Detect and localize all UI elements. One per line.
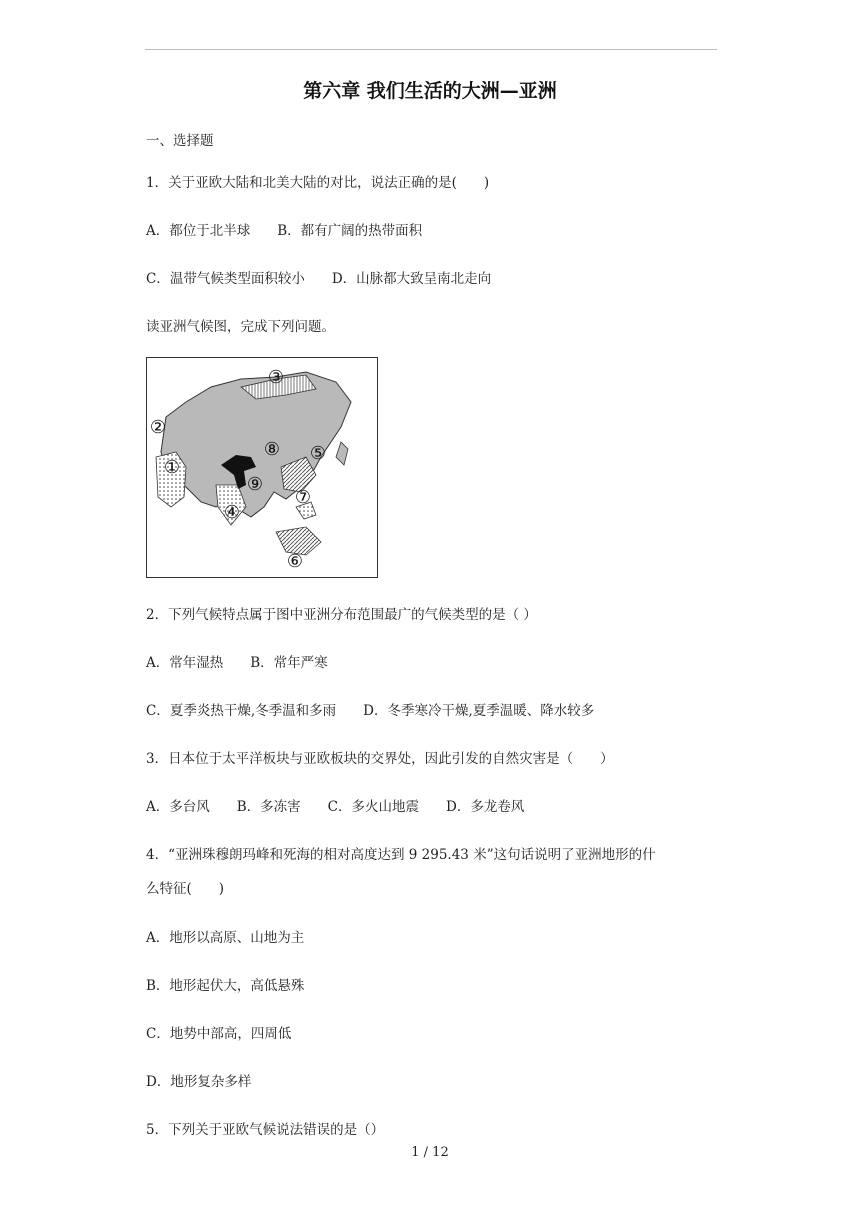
- question-4-cont: 么特征( ): [146, 881, 225, 897]
- page-number: 1 / 12: [411, 1145, 449, 1160]
- header-rule: [145, 49, 717, 50]
- q3-options: A．多台风 B．多冻害 C．多火山地震 D．多龙卷风: [146, 799, 525, 815]
- q4-option-c: C．地势中部高，四周低: [146, 1026, 292, 1042]
- question-2: 2．下列气候特点属于图中亚洲分布范围最广的气候类型的是（ ）: [146, 607, 537, 623]
- map-marker-8: ⑧: [263, 439, 281, 460]
- q1-options-ab: A．都位于北半球 B．都有广阔的热带面积: [146, 223, 423, 239]
- map-instruction: 读亚洲气候图，完成下列问题。: [146, 319, 335, 335]
- q4-option-d: D．地形复杂多样: [146, 1074, 252, 1090]
- question-5: 5．下列关于亚欧气候说法错误的是（）: [146, 1122, 385, 1138]
- q1-options-cd: C．温带气候类型面积较小 D．山脉都大致呈南北走向: [146, 271, 492, 287]
- question-1: 1．关于亚欧大陆和北美大陆的对比，说法正确的是( ): [146, 175, 490, 191]
- question-4: 4．“亚洲珠穆朗玛峰和死海的相对高度达到 9 295.43 米”这句话说明了亚洲地形的什: [146, 847, 656, 863]
- section-heading: 一、选择题: [146, 133, 214, 149]
- asia-climate-map: [146, 357, 378, 578]
- map-marker-2: ②: [149, 417, 167, 438]
- map-marker-4: ④: [223, 502, 241, 523]
- map-marker-3: ③: [267, 367, 285, 388]
- page-title: 第六章 我们生活的大洲—亚洲: [303, 80, 557, 102]
- q4-option-a: A．地形以高原、山地为主: [146, 930, 305, 946]
- map-marker-9: ⑨: [246, 474, 264, 495]
- question-3: 3．日本位于太平洋板块与亚欧板块的交界处，因此引发的自然灾害是（ ）: [146, 751, 614, 767]
- q4-option-b: B．地形起伏大，高低悬殊: [146, 978, 305, 994]
- q2-options-ab: A．常年湿热 B．常年严寒: [146, 655, 328, 671]
- map-marker-5: ⑤: [309, 443, 327, 464]
- q2-options-cd: C．夏季炎热干燥,冬季温和多雨 D．冬季寒冷干燥,夏季温暖、降水较多: [146, 703, 595, 719]
- map-marker-1: ①: [163, 457, 181, 478]
- map-marker-6: ⑥: [286, 551, 304, 572]
- map-marker-7: ⑦: [294, 487, 312, 508]
